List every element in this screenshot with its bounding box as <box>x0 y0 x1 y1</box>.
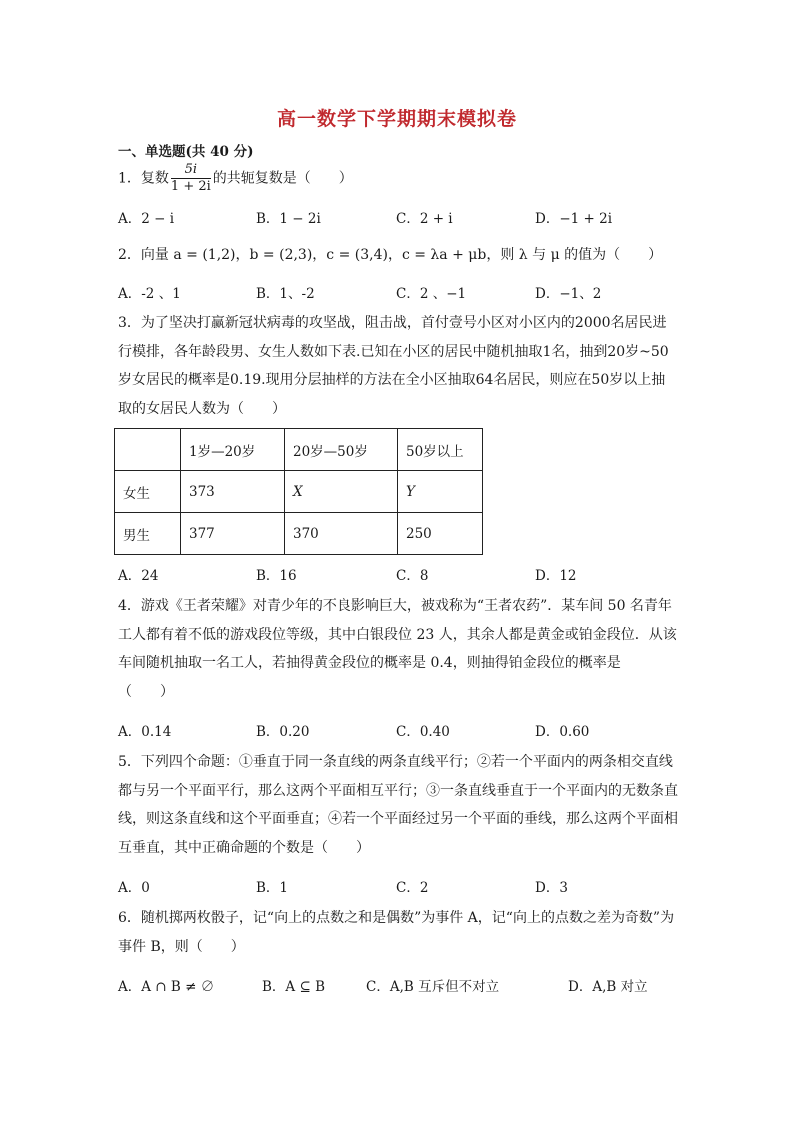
q3-option-a: A．24 <box>118 568 159 584</box>
page-title: 高一数学下学期期末模拟卷 <box>276 108 517 130</box>
q6-option-a: A．A ∩ B ≠ ∅ <box>118 979 215 995</box>
table-header-row <box>115 429 483 471</box>
question-1 <box>118 162 353 195</box>
q1-option-b: B．1 − 2i <box>256 211 321 227</box>
q6-option-b: B．A ⊆ B <box>262 979 325 995</box>
q5-option-d: D．3 <box>535 880 568 896</box>
table-cell: 250 <box>398 513 483 555</box>
q2-option-a: A．-2 、1 <box>118 286 181 302</box>
q1-denominator: 1 + 2i <box>170 179 211 194</box>
q3-option-b: B．16 <box>256 568 297 584</box>
q1-fraction <box>171 162 211 195</box>
q6-option-d: D．A,B 对立 <box>568 979 648 995</box>
table-cell: 377 <box>181 513 285 555</box>
q5-option-b: B．1 <box>256 880 289 896</box>
section-heading: 一、单选题(共 40 分) <box>118 144 254 160</box>
table-cell: 370 <box>285 513 398 555</box>
table-cell: 373 <box>181 471 285 513</box>
table-cell: X <box>285 471 398 513</box>
question-2: 2．向量 a = (1,2)，b = (2,3)，c = (3,4)，c = λa + μb，则 λ 与 μ 的值为（ ） <box>118 247 663 263</box>
q1-suffix: 的共轭复数是（ ） <box>212 170 353 187</box>
table-cell: 50岁以上 <box>398 429 483 471</box>
table-cell: 男生 <box>115 513 181 555</box>
q4-text: 4．游戏《王者荣耀》对青少年的不良影响巨大，被戏称为“王者农药”．某车间 50 名青年工人都有着不低的游戏段位等级，其中白银段位 23 人，其余人都是黄金或铂金段位．从该车间随机抽取一名工人，若抽得黄金段位的概率是 0.4，则抽得铂金段位的概率是 <box>118 598 677 671</box>
table-cell <box>115 429 181 471</box>
q4-blank: （ ） <box>118 683 174 700</box>
table-cell: 1岁—20岁 <box>181 429 285 471</box>
question-3: 3．为了坚决打赢新冠状病毒的攻坚战，阻击战，首付壹号小区对小区内的2000名居民进行模排，各年龄段男、女生人数如下表.已知在小区的居民中随机抽取1名，抽到20岁~50岁女居民的概率是0.19.现用分层抽样的方法在全小区抽取64名居民，则应在50岁以上抽取的女居民人数为（ ） <box>118 315 669 417</box>
q6-option-c: C．A,B 互斥但不对立 <box>366 979 500 995</box>
table-row <box>115 471 483 513</box>
q1-prefix: 1．复数 <box>118 170 169 187</box>
q3-option-d: D．12 <box>535 568 577 584</box>
q3-option-c: C．8 <box>396 568 429 584</box>
question-4 <box>118 592 678 706</box>
q3-table <box>114 428 483 555</box>
table-cell: Y <box>398 471 483 513</box>
q1-numerator: 5i <box>171 162 211 179</box>
q5-option-a: A．0 <box>118 880 150 896</box>
table-cell: 20岁—50岁 <box>285 429 398 471</box>
q4-option-c: C．0.40 <box>396 724 450 740</box>
question-5: 5．下列四个命题：①垂直于同一条直线的两条直线平行；②若一个平面内的两条相交直线都与另一个平面平行，那么这两个平面相互平行；③一条直线垂直于一个平面内的无数条直线，则这条直线和这个平面垂直；④若一个平面经过另一个平面的垂线，那么这两个平面相互垂直，其中正确命题的个数是（ ） <box>118 754 678 856</box>
question-6: 6．随机掷两枚骰子，记“向上的点数之和是偶数”为事件 A，记“向上的点数之差为奇数”为事件 B，则（ ） <box>118 910 675 955</box>
q5-option-c: C．2 <box>396 880 429 896</box>
q1-option-c: C．2 + i <box>396 211 453 227</box>
q2-option-c: C．2 、−1 <box>396 286 467 302</box>
q2-option-d: D．−1、2 <box>535 286 602 302</box>
q4-option-a: A．0.14 <box>118 724 172 740</box>
q4-option-b: B．0.20 <box>256 724 310 740</box>
q1-option-a: A．2 − i <box>118 211 175 227</box>
table-row <box>115 513 483 555</box>
q2-option-b: B．1、-2 <box>256 286 315 302</box>
q4-option-d: D．0.60 <box>535 724 590 740</box>
table-cell: 女生 <box>115 471 181 513</box>
q1-option-d: D．−1 + 2i <box>535 211 613 227</box>
